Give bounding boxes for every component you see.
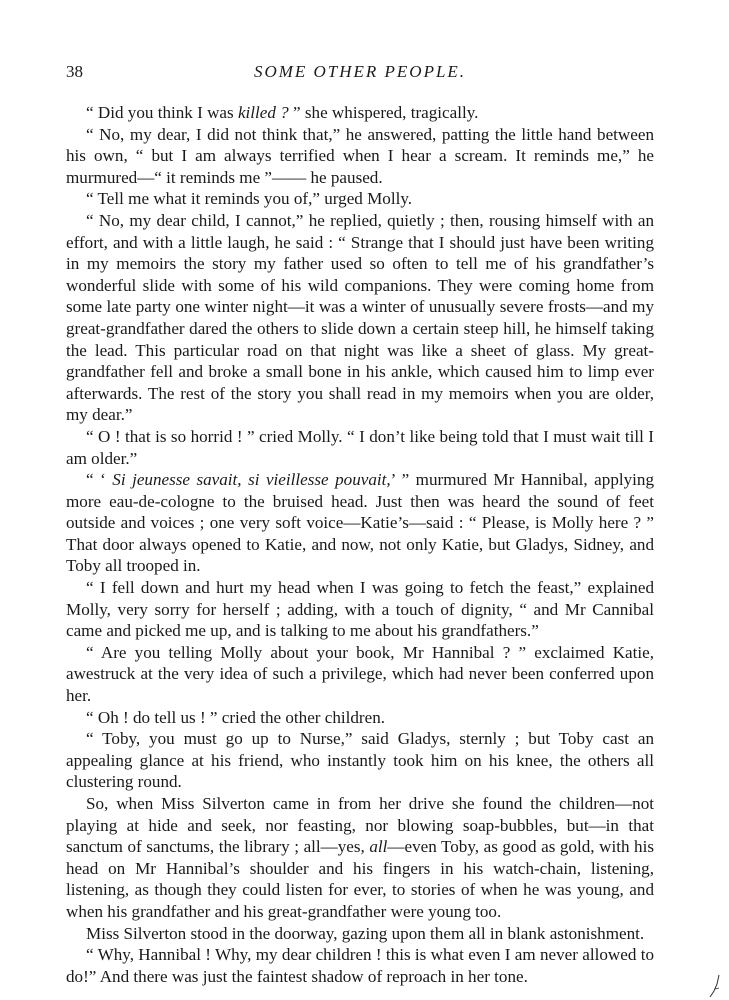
text-run: ” she whispered, tragically. xyxy=(288,103,479,122)
text-run: “ Tell me what it reminds you of,” urged Molly. xyxy=(86,189,413,209)
book-page xyxy=(66,62,654,987)
paragraph xyxy=(66,944,654,987)
text-run: So, when Miss Silverton came in from her drive she found the children—not playing at hide and seek, nor feasting, nor blowing soap-bubbles, but—in that sanctum of sanctums, the library ; all—yes, xyxy=(66,794,654,857)
text-run: “ Are you telling Molly about your book, Mr Hannibal ? ” exclaimed Katie, awestruck at the very idea of such a privilege, which had never been conferred upon her. xyxy=(66,642,654,706)
page-header xyxy=(66,62,654,88)
paragraph xyxy=(66,210,654,426)
paragraph xyxy=(66,707,654,729)
text-run: “ Toby, you must go up to Nurse,” said Gladys, sternly ; but Toby cast an appealing glance at his friend, who instantly took him on his knee, the others all clustering round. xyxy=(66,729,654,792)
paragraph xyxy=(66,188,654,210)
text-run: “ O ! that is so horrid ! ” cried Molly. “ I don’t like being told that I must wait till I am older.” xyxy=(66,426,654,468)
text-run: Miss Silverton stood in the doorway, gazing upon them all in blank astonishment. xyxy=(86,923,645,943)
paragraph xyxy=(66,469,654,577)
italic-text: all xyxy=(369,837,388,857)
running-title: SOME OTHER PEOPLE. xyxy=(253,62,467,81)
text-run: “ Did you think I was xyxy=(86,103,238,122)
paragraph xyxy=(66,577,654,642)
paragraph xyxy=(66,728,654,793)
text-run: ’ ” murmured Mr Hannibal, applying more eau-de-cologne to the bruised head. Just then was heard the sound of feet outside and voices ; one very soft voice—Katie’s—said : “ Please, is Molly here ? ” That door always opened to Katie, and now, not only Katie, but Gladys, Sidney, and Toby all trooped in. xyxy=(66,470,655,576)
italic-text: Si jeunesse savait, si vieillesse pouvait, xyxy=(112,470,391,490)
paragraph xyxy=(66,923,654,945)
paragraph xyxy=(66,102,654,124)
margin-pencil-mark xyxy=(705,974,723,998)
text-run: “ ‘ xyxy=(86,470,113,490)
italic-text: killed ? xyxy=(237,103,289,122)
page-number: 38 xyxy=(66,62,83,81)
text-run: “ Oh ! do tell us ! ” cried the other children. xyxy=(86,707,386,727)
paragraph xyxy=(66,642,654,707)
text-run: “ I fell down and hurt my head when I was going to fetch the feast,” explained Molly, very sorry for herself ; adding, with a touch of dignity, “ and Mr Cannibal came and picked me up, and is talking to me about his grandfathers.” xyxy=(66,578,654,641)
text-run: “ No, my dear child, I cannot,” he replied, quietly ; then, rousing himself with an effort, and with a little laugh, he said : “ Strange that I should just have been writing in my memoirs the story my father used so often to tell me of his grandfather’s wonderful slide with some of his wild companions. They were coming home from some late party one winter night—it was a winter of unusually severe frosts—and my great-grandfather dared the others to slide down a certain steep hill, he himself taking the lead. This particular road on that night was like a sheet of glass. My great-grandfather fell and broke a small bone in his ankle, which caused him to limp ever afterwards. The rest of the story you shall read in my memoirs when you are older, my dear.” xyxy=(66,210,654,425)
paragraph xyxy=(66,426,654,469)
body-text xyxy=(66,102,654,987)
paragraph xyxy=(66,793,654,923)
paragraph xyxy=(66,124,654,189)
text-run: —even Toby, as good as gold, with his head on Mr Hannibal’s shoulder and his fingers in his watch-chain, listening, listening, as though they could listen for ever, to stories of when he was young, and when his grandfather and his great-grandfather were young too. xyxy=(66,837,654,921)
text-run: “ No, my dear, I did not think that,” he answered, patting the little hand between his own, “ but I am always terrified when I hear a scream. It reminds me,” he murmured—“ it reminds me ”—— he paused. xyxy=(66,124,654,187)
text-run: “ Why, Hannibal ! Why, my dear children ! this is what even I am never allowed to do!” And there was just the faintest shadow of reproach in her tone. xyxy=(66,945,654,986)
